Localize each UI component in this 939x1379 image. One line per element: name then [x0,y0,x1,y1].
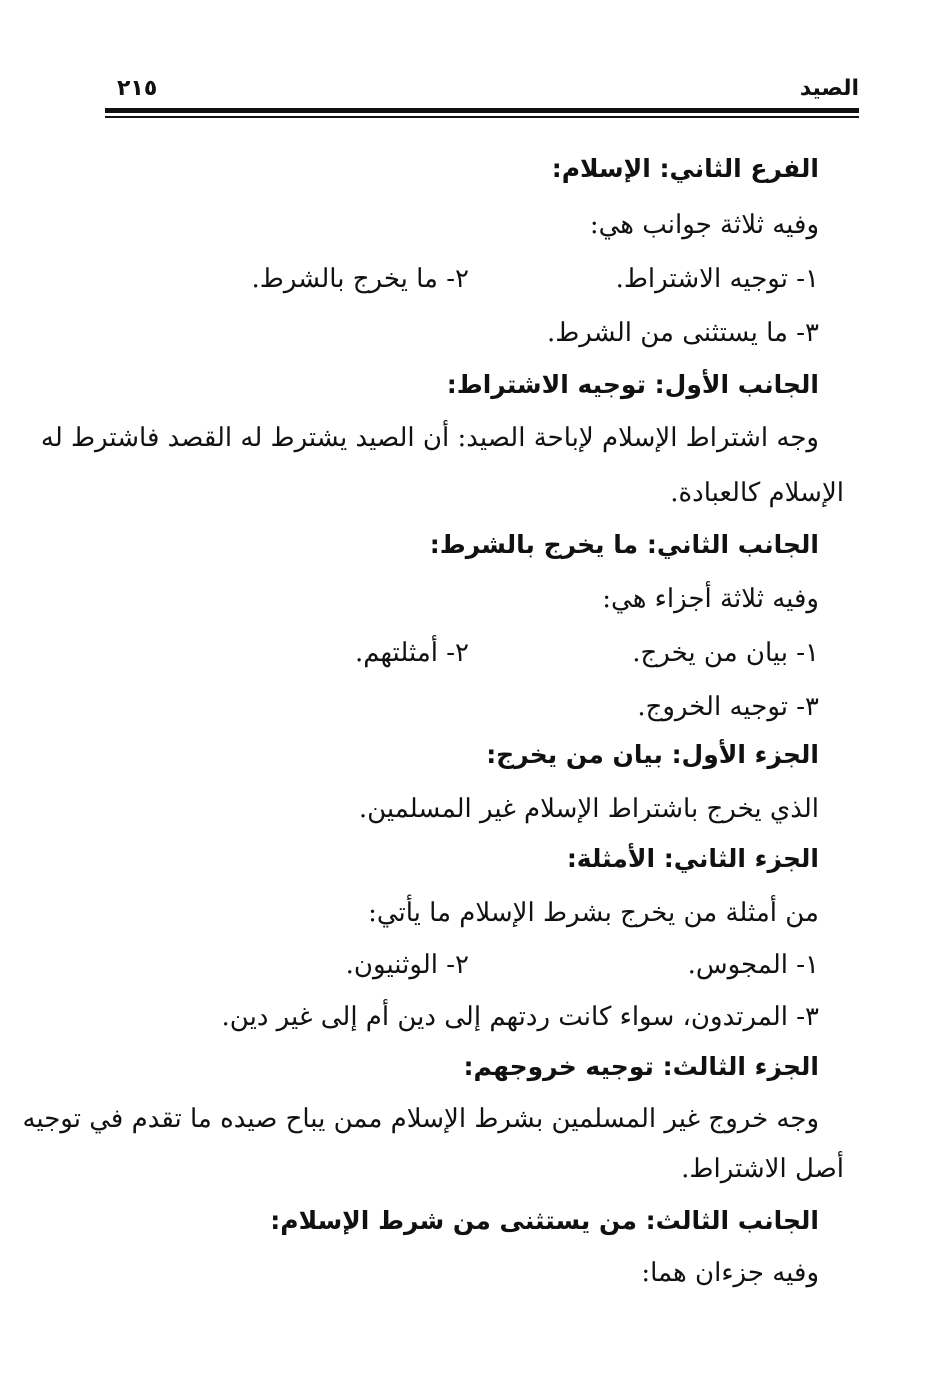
list-item: ٢- أمثلتهم. [354,638,469,668]
paragraph: وجه اشتراط الإسلام لإباحة الصيد: أن الصيد يشترط له القصد فاشترط له [40,423,819,453]
list-item: ١- بيان من يخرج. [632,638,819,668]
paragraph: وجه خروج غير المسلمين بشرط الإسلام ممن يباح صيده ما تقدم في توجيه [22,1104,819,1134]
page-number: ٢١٥ [117,76,158,101]
header-rule-thick [105,108,859,113]
paragraph-continuation: الإسلام كالعبادة. [670,478,844,508]
subsection-heading: الجانب الثاني: ما يخرج بالشرط: [429,530,819,559]
header-rule-thin [105,116,859,118]
part-heading: الجزء الأول: بيان من يخرج: [486,740,819,769]
paragraph-continuation: أصل الاشتراط. [681,1154,844,1184]
list-item: ١- المجوس. [687,950,819,980]
paragraph: من أمثلة من يخرج بشرط الإسلام ما يأتي: [368,898,819,928]
running-title: الصيد [799,76,859,101]
paragraph: وفيه جزءان هما: [641,1258,819,1288]
list-item: ٢- ما يخرج بالشرط. [251,264,469,294]
list-item: ٢- الوثنيون. [345,950,469,980]
page-header [105,76,859,106]
list-item: ٣- توجيه الخروج. [637,692,819,722]
paragraph: الذي يخرج باشتراط الإسلام غير المسلمين. [358,794,819,824]
paragraph: وفيه ثلاثة أجزاء هي: [602,584,819,614]
list-item: ٣- المرتدون، سواء كانت ردتهم إلى دين أم إلى غير دين. [221,1002,819,1032]
paragraph: وفيه ثلاثة جوانب هي: [589,210,819,240]
list-item: ٣- ما يستثنى من الشرط. [546,318,819,348]
section-heading: الفرع الثاني: الإسلام: [551,154,819,183]
part-heading: الجزء الثالث: توجيه خروجهم: [463,1052,819,1081]
subsection-heading: الجانب الأول: توجيه الاشتراط: [446,370,819,399]
subsection-heading: الجانب الثالث: من يستثنى من شرط الإسلام: [270,1206,819,1235]
list-item: ١- توجيه الاشتراط. [615,264,819,294]
part-heading: الجزء الثاني: الأمثلة: [566,844,819,873]
